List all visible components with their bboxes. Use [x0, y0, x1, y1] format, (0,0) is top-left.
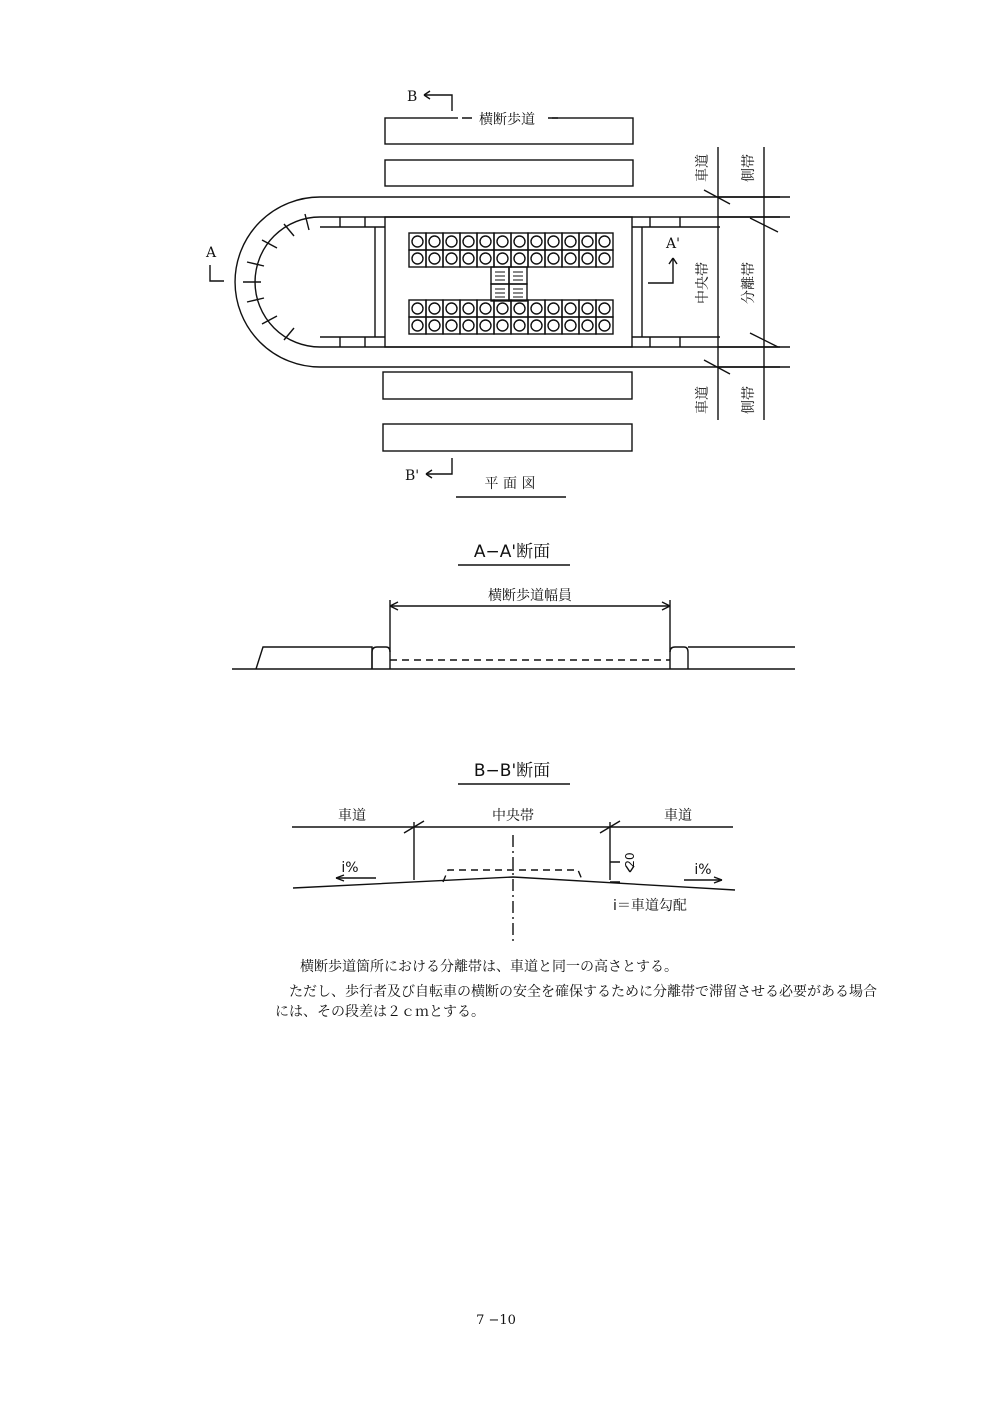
tactile-dot [463, 320, 474, 331]
tactile-dot [429, 253, 440, 264]
tactile-dot [514, 320, 525, 331]
tactile-dot [497, 253, 508, 264]
section-b [292, 761, 735, 945]
section-b-roadway-left: 車道 [338, 808, 366, 824]
tactile-dot [412, 320, 423, 331]
page-number: 7 −10 [476, 1313, 516, 1328]
label-side-strip-bottom: 側帯 [741, 386, 757, 414]
tactile-dot [446, 320, 457, 331]
label-a: A [206, 245, 217, 261]
tactile-dot [599, 303, 610, 314]
tactile-dot [497, 303, 508, 314]
tactile-dot [548, 320, 559, 331]
tactile-dot [429, 320, 440, 331]
tactile-dot [463, 253, 474, 264]
tactile-dot [480, 253, 491, 264]
curb-joints-straight [340, 217, 680, 347]
tactile-dot [599, 253, 610, 264]
label-a-prime: A' [666, 236, 680, 252]
section-b-median: 中央帯 [492, 808, 534, 824]
tactile-dot [514, 253, 525, 264]
tactile-dot [412, 236, 423, 247]
tactile-dot [582, 303, 593, 314]
section-a-title: A−A'断面 [473, 542, 551, 562]
tactile-dot [480, 236, 491, 247]
tactile-dot [582, 320, 593, 331]
note-line-2: ただし、歩行者及び自転車の横断の安全を確保するために分離帯で滞留させる必要がある場合 [289, 984, 877, 1000]
slope-right-label: i% [694, 862, 712, 878]
tactile-dot [531, 303, 542, 314]
crosswalk-width-ext [390, 600, 670, 652]
tactile-dot [531, 253, 542, 264]
section-b-ext-lines [414, 822, 610, 880]
crosswalk-stripe-2 [385, 160, 633, 186]
tactile-dot [582, 236, 593, 247]
tactile-dot [463, 303, 474, 314]
slope-left-label: i% [341, 860, 359, 876]
tactile-dot [497, 320, 508, 331]
tactile-dot [446, 253, 457, 264]
label-b: B [407, 89, 418, 105]
section-a [232, 542, 795, 669]
tactile-dot [514, 236, 525, 247]
tactile-dot [565, 253, 576, 264]
tactile-dot [412, 253, 423, 264]
tactile-dot [446, 303, 457, 314]
curb-joints-round [243, 214, 309, 340]
label-roadway-bottom: 車道 [695, 386, 711, 414]
tactile-dot [582, 253, 593, 264]
note-line-3: には、その段差は２ｃｍとする。 [275, 1004, 485, 1020]
section-a-kerb-left [372, 647, 390, 669]
median-outer-edge [320, 197, 780, 367]
section-a-kerb-right [670, 647, 688, 669]
tactile-dot [497, 236, 508, 247]
crosswalk-stripe-4 [383, 424, 632, 451]
tactile-dot [531, 236, 542, 247]
label-roadway-top: 車道 [695, 154, 711, 182]
tactile-dot [548, 303, 559, 314]
tactile-dot [565, 303, 576, 314]
section-b-roadway-right: 車道 [664, 808, 692, 824]
tactile-dot [565, 320, 576, 331]
section-b-title: B−B'断面 [473, 761, 551, 781]
tactile-dot [548, 253, 559, 264]
label-separator: 分離帯 [741, 262, 757, 304]
label-side-strip-top: 側帯 [741, 154, 757, 182]
tactile-dot [412, 303, 423, 314]
crosswalk-label: 横断歩道 [479, 112, 535, 128]
a-prime-marker-line [648, 258, 673, 283]
tactile-dot [480, 320, 491, 331]
tactile-dot [429, 236, 440, 247]
guide-blocks [491, 267, 527, 301]
tactile-dot [531, 320, 542, 331]
plan-view [205, 89, 790, 497]
section-a-curb-left [256, 647, 372, 669]
height-dim-ext [610, 862, 620, 882]
a-marker-line [210, 265, 224, 281]
crosswalk-width-label: 横断歩道幅員 [488, 588, 572, 604]
tactile-dot [446, 236, 457, 247]
slope-definition: i＝車道勾配 [613, 898, 687, 914]
note-line-1: 横断歩道箇所における分離帯は、車道と同一の高さとする。 [300, 959, 678, 975]
label-b-prime: B' [405, 468, 420, 484]
plan-title: 平 面 図 [484, 476, 536, 492]
height-label: 20 [623, 852, 637, 868]
tactile-dot [548, 236, 559, 247]
label-median: 中央帯 [695, 262, 711, 304]
tactile-dot [599, 236, 610, 247]
median-round-end-inner [255, 217, 320, 347]
tactile-dot [514, 303, 525, 314]
tactile-dot [480, 303, 491, 314]
tactile-dot [463, 236, 474, 247]
section-b-road-surface [293, 877, 735, 890]
crosswalk-stripe-3 [383, 372, 632, 399]
tactile-dot [429, 303, 440, 314]
tactile-dot [599, 320, 610, 331]
tactile-dot [565, 236, 576, 247]
